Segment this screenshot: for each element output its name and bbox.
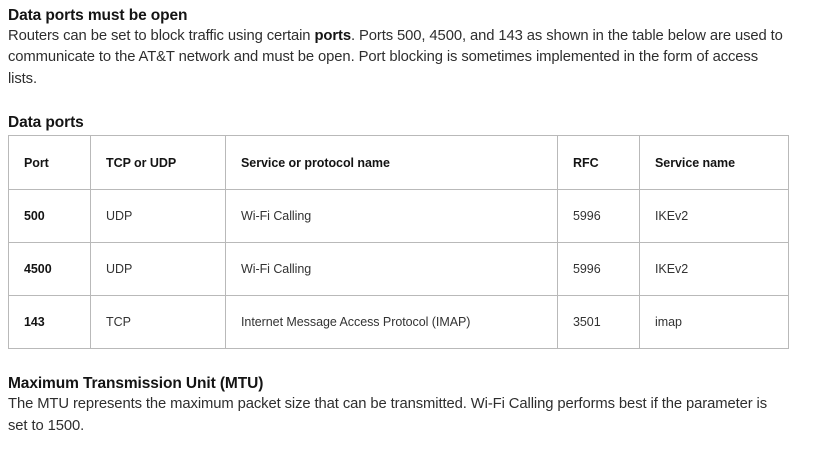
table-header-cell: TCP or UDP: [91, 136, 226, 190]
table-cell: TCP: [91, 296, 226, 349]
table-cell: UDP: [91, 243, 226, 296]
table-cell: 143: [9, 296, 91, 349]
table-header-cell: RFC: [558, 136, 640, 190]
table-cell: 500: [9, 190, 91, 243]
data-ports-section-heading: Data ports must be open: [8, 7, 188, 24]
table-header: [9, 136, 789, 190]
data-ports-intro-paragraph: [8, 26, 788, 90]
intro-text-segment: . Ports 500, 4500, and 143 as shown in the table below are used to communicate to the AT&T network and must be open. Port blocking is sometimes implemented in the form of access lists.: [8, 28, 783, 87]
table-cell: 4500: [9, 243, 91, 296]
table-header-row: [9, 136, 789, 190]
table-cell: 5996: [558, 190, 640, 243]
table-cell: Internet Message Access Protocol (IMAP): [226, 296, 558, 349]
table-cell: Wi-Fi Calling: [226, 190, 558, 243]
table-row: [9, 243, 789, 296]
table-row: [9, 190, 789, 243]
table-cell: 5996: [558, 243, 640, 296]
intro-bold-term: ports: [314, 28, 351, 44]
mtu-section-heading: Maximum Transmission Unit (MTU): [8, 375, 264, 393]
table-cell: IKEv2: [640, 190, 789, 243]
mtu-paragraph: The MTU represents the maximum packet size that can be transmitted. Wi-Fi Calling performs best if the parameter is set to 1500.: [8, 396, 768, 434]
table-header-cell: Port: [9, 136, 91, 190]
table-header-cell: Service name: [640, 136, 789, 190]
table-body: [9, 190, 789, 349]
table-cell: Wi-Fi Calling: [226, 243, 558, 296]
intro-text-segment: Routers can be set to block traffic using certain: [8, 28, 315, 44]
table-cell: 3501: [558, 296, 640, 349]
table-cell: IKEv2: [640, 243, 789, 296]
data-ports-table-heading: Data ports: [8, 114, 84, 132]
table-header-cell: Service or protocol name: [226, 136, 558, 190]
table-cell: UDP: [91, 190, 226, 243]
table-cell: imap: [640, 296, 789, 349]
table-row: [9, 296, 789, 349]
data-ports-table: [8, 135, 789, 349]
